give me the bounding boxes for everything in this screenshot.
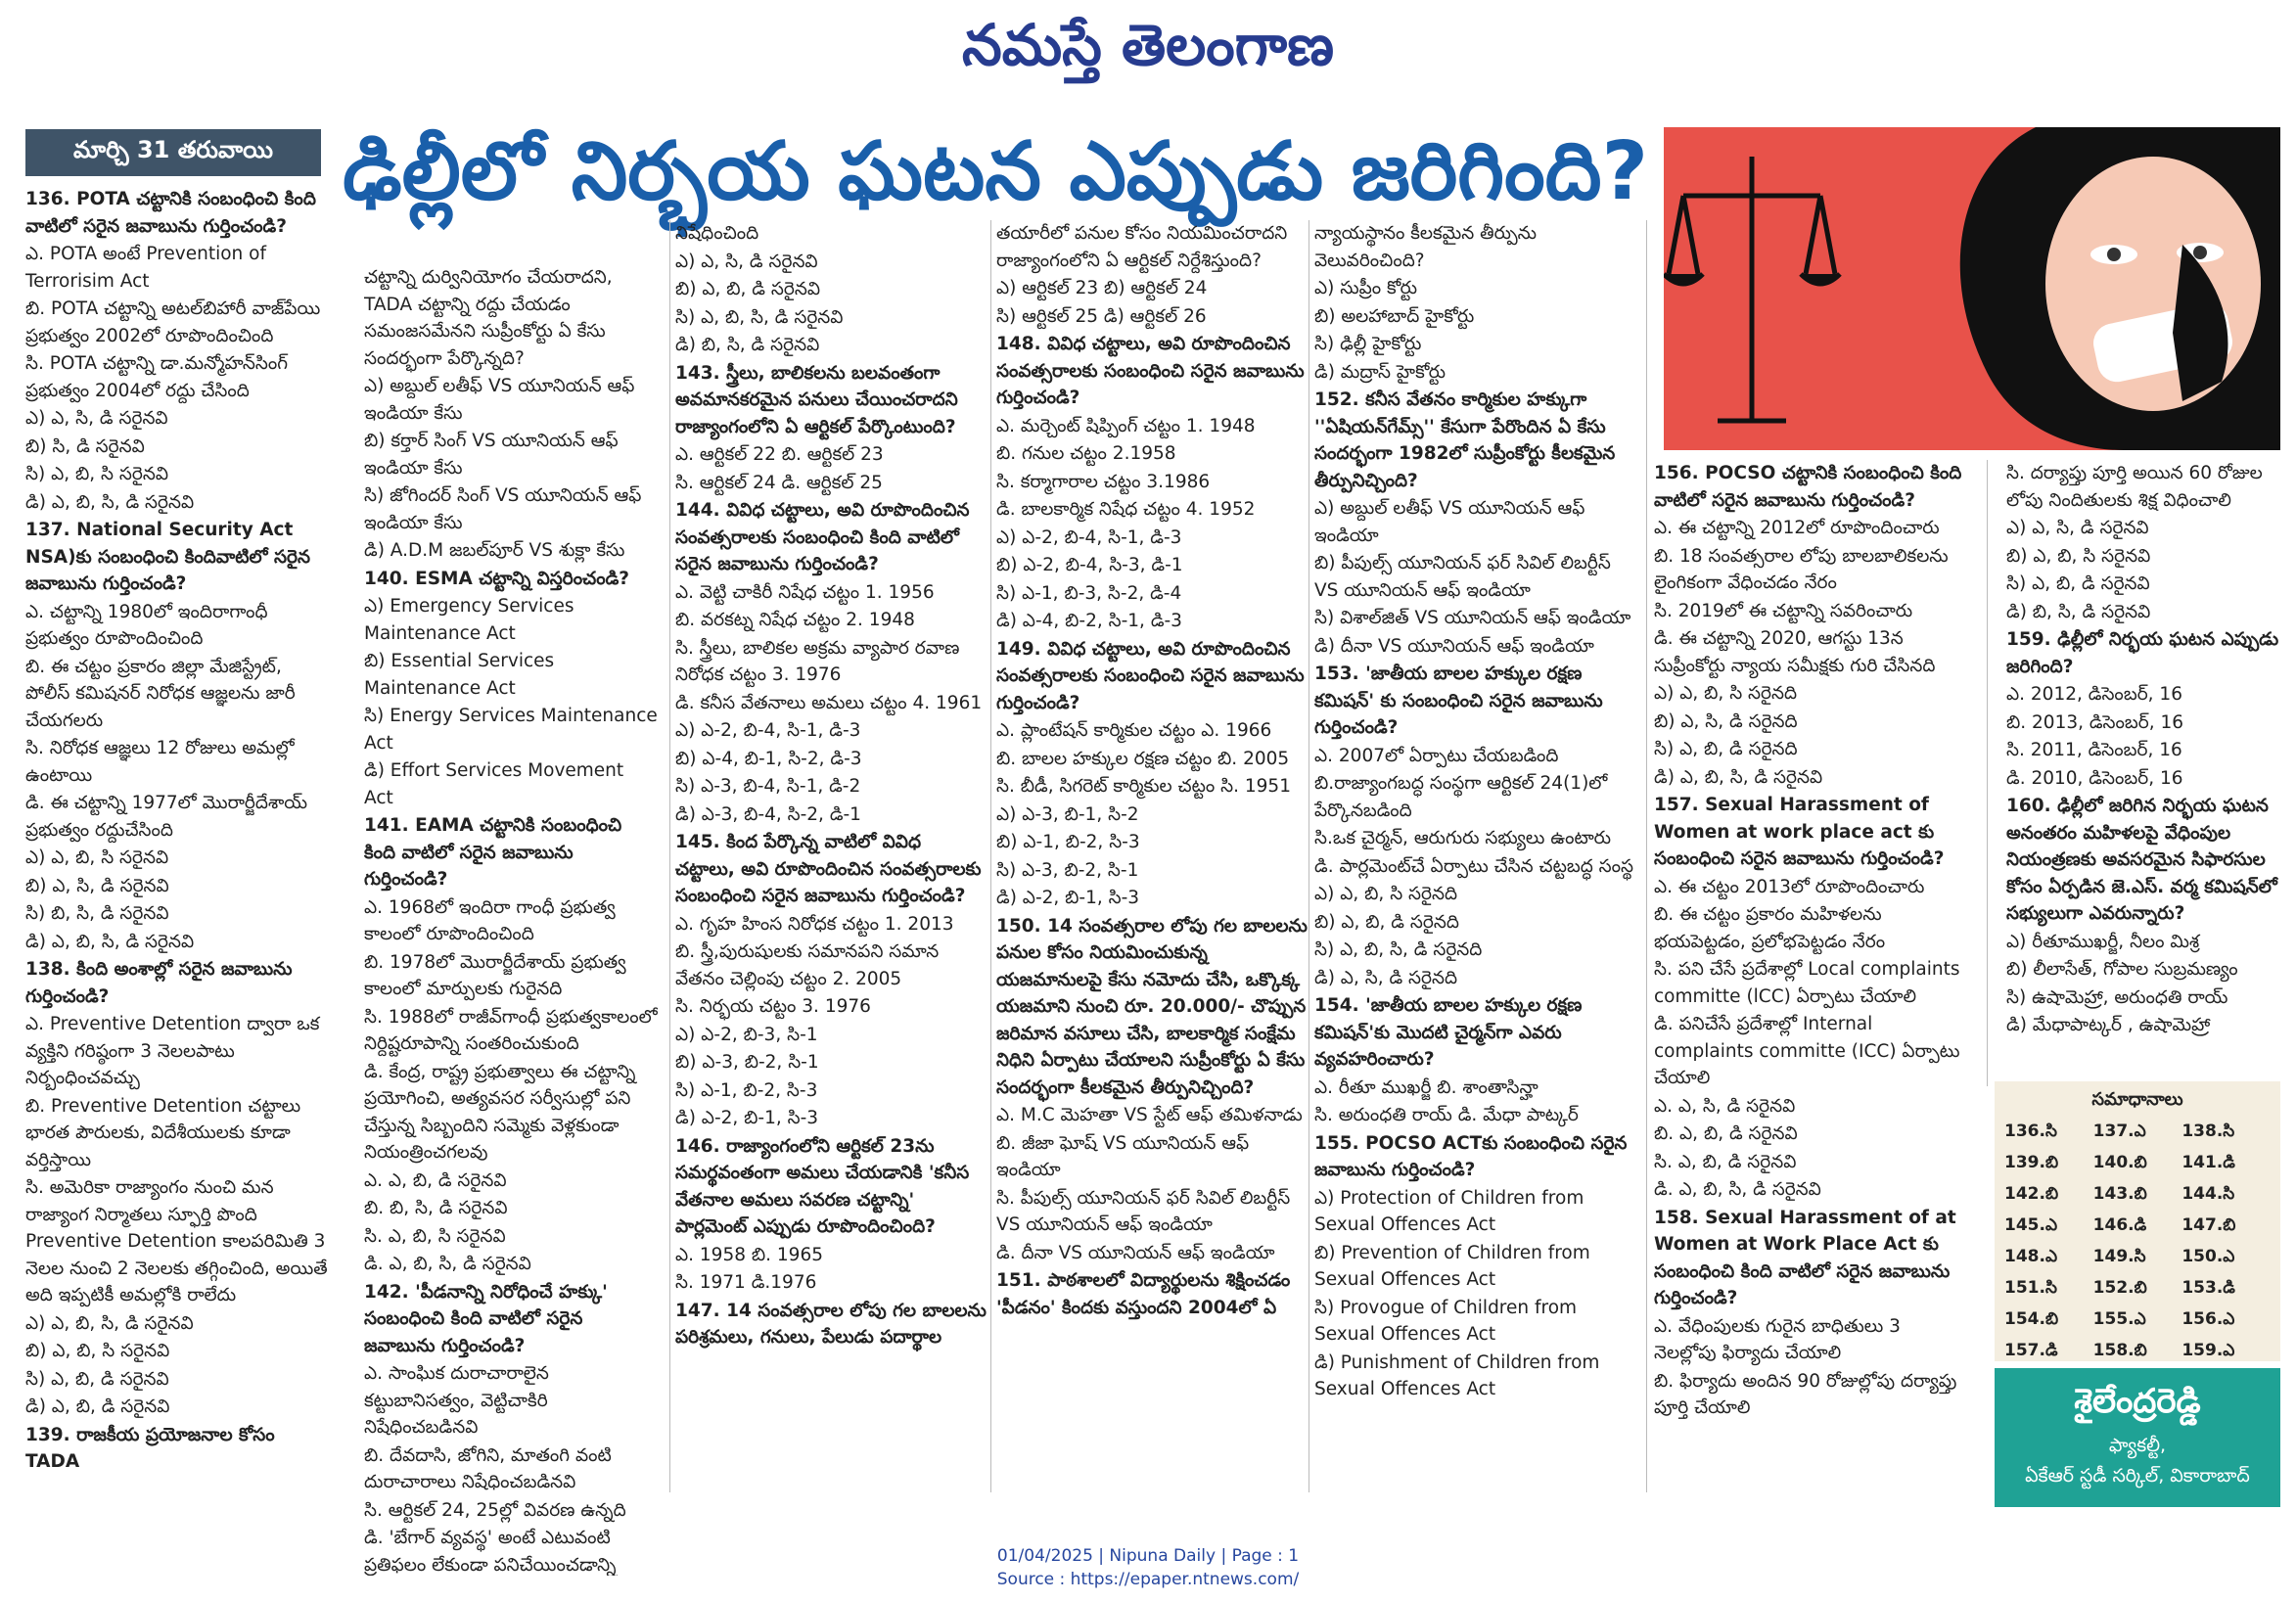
answer-key-item: 147.బి [2181, 1215, 2236, 1235]
column-divider [990, 220, 991, 1492]
question-text: 151. పాఠశాలలో విద్యార్థులను శిక్షించడం 'పీడనం' కిందకు వస్తుందని 2004లో ఏ [996, 1270, 1291, 1318]
question-text: 149. వివిధ చట్టాలు, అవి రూపొందించిన సంవత్సరాలకు సంబంధించి సరైన జవాబును గుర్తించండి? [996, 638, 1305, 713]
option-text: ఎ. ప్లాంటేషన్ కార్మికుల చట్టం ఎ. 1966 [996, 720, 1272, 741]
option-text: బి) ఎ-4, బి-1, సి-2, డి-3 [675, 748, 862, 769]
option-text: డి) ఎ, బి, సి, డి సరైనవి [1654, 766, 1823, 788]
option-text: ఎ) ఎ, బి, సి సరైనది [1654, 683, 1798, 704]
option-text: డి) ఎ, బి, సి, డి సరైనవి [25, 931, 195, 952]
option-text: ఎ. ఎ, సి, డి సరైనవి [1654, 1095, 1796, 1117]
answer-key-item: 158.బి [2092, 1341, 2147, 1360]
answer-key-item: 146.డి [2092, 1215, 2147, 1235]
option-text: డి. కనీస వేతనాలు అమలు చట్టం 4. 1961 [675, 692, 983, 713]
option-text: డి) ఎ, సి, డి సరైనది [1314, 967, 1458, 988]
author-role: ఫ్యాకల్టీ, [2108, 1435, 2167, 1456]
option-text: బి. స్త్రీ,పురుషులకు సమానపని సమాన వేతనం చెల్లింపు చట్టం 2. 2005 [675, 941, 940, 989]
option-text: బి) పీపుల్స్ యూనియన్ ఫర్ సివిల్ లిబర్టీస్ VS యూనియన్ ఆఫ్ ఇండియా [1314, 553, 1611, 601]
option-text: ఎ. Preventive Detention ద్వారా ఒక వ్యక్తిని గరిష్ఠంగా 3 నెలలపాటు నిర్బంధించవచ్చు [25, 1014, 320, 1088]
answer-key-item: 153.డి [2181, 1278, 2235, 1298]
option-text: సి) ఎ-3, బి-4, సి-1, డి-2 [675, 776, 861, 797]
option-text: బి) లీలాసేత్, గోపాల సుబ్రమణ్యం [2006, 959, 2238, 980]
option-text: నిషేధించింది [675, 223, 759, 244]
option-text: ఎ) అబ్దుల్ లతీఫ్ VS యూనియన్ ఆఫ్ ఇండియా కేసు [364, 376, 635, 424]
answer-key-item: 150.ఎ [2181, 1247, 2235, 1266]
option-text: ఎ) Protection of Children from Sexual Offences Act [1314, 1187, 1584, 1235]
option-text: ఎ. ఎ, బి, డి సరైనవి [364, 1169, 507, 1191]
option-text: డి. ఈ చట్టాన్ని 2020, ఆగస్టు 13న సుప్రీంకోర్టు న్యాయ సమీక్షకు గురి చేసినది [1654, 628, 1936, 676]
option-text: బి. ఫిర్యాదు అందిన 90 రోజుల్లోపు దర్యాప్తు పూర్తి చేయాలి [1654, 1370, 1957, 1418]
option-text: ఎ) సుప్రీం కోర్టు [1314, 278, 1417, 298]
option-text: డి. ఎ, బి, సి, డి సరైనవి [364, 1254, 531, 1274]
option-text: ఎ. 2012, డిసెంబర్, 16 [2006, 684, 2182, 705]
question-text: 156. POCSO చట్టానికి సంబంధించి కింది వాటిలో సరైన జవాబును గుర్తించండి? [1654, 463, 1962, 511]
option-text: సి) ఎ-1, బి-2, సి-3 [675, 1079, 818, 1101]
column-divider [1646, 220, 1647, 1492]
option-text: బి) ఎ-1, బి-2, సి-3 [996, 832, 1140, 852]
option-text: డి. ఈ చట్టాన్ని 1977లో మొరార్జీదేశాయ్ ప్రభుత్వం రద్దుచేసింది [25, 793, 308, 841]
answer-key-item: 151.సి [2004, 1278, 2057, 1298]
article-column-3 [675, 220, 987, 1532]
answer-key-box [1995, 1081, 2280, 1361]
option-text: సి) ఎ, బి, డి సరైనవి [25, 1368, 169, 1390]
option-text: సి) విశాల్‌జిత్ VS యూనియన్ ఆఫ్ ఇండియా [1314, 608, 1631, 628]
option-text: సి) ఎ-1, బి-3, సి-2, డి-4 [996, 582, 1182, 604]
option-text: ఎ) ఆర్టికల్ 23 బి) ఆర్టికల్ 24 [996, 278, 1208, 298]
article-column-6 [1654, 460, 1967, 1497]
option-text: డి) బి, సి, డి సరైనవి [2006, 601, 2151, 622]
option-text: డి) Punishment of Children from Sexual Offences Act [1314, 1351, 1600, 1399]
answer-key-item: 148.ఎ [2004, 1247, 2058, 1266]
option-text: డి) ఎ, బి, డి సరైనవి [25, 1396, 170, 1417]
question-text: 150. 14 సంవత్సరాల లోపు గల బాలలను పనుల కోసం నియమించుకున్న యజమానులపై కేసు నమోదు చేసి, ఒక్కొక్క యజమాని నుంచి రూ. 20.000/- చొప్పున జరిమాన వసూలు చేసి, బాలకార్మిక సంక్షేమ నిధిని ఏర్పాటు చేయాలని సుప్రీంకోర్టు ఏ కేసు సందర్భంగా కీలకమైన తీర్పునిచ్చింది? [996, 915, 1308, 1098]
option-text: సి) జోగిందర్ సింగ్ VS యూనియన్ ఆఫ్ ఇండియా కేసు [364, 485, 642, 533]
option-text: డి. 2010, డిసెంబర్, 16 [2006, 767, 2183, 789]
option-text: చట్టాన్ని దుర్వినియోగం చేయరాదని, TADA చట్టాన్ని రద్దు చేయడం సమంజసమేనని సుప్రీంకోర్టు ఏ కేసు సందర్భంగా పేర్కొన్నది? [364, 267, 613, 369]
option-text: డి. దీనా VS యూనియన్ ఆఫ్ ఇండియా [996, 1242, 1275, 1263]
option-text: బి) కర్తార్ సింగ్ VS యూనియన్ ఆఫ్ ఇండియా కేసు [364, 431, 619, 479]
option-text: ఎ) రీతూముఖర్జీ, నీలం మిశ్ర [2006, 931, 2200, 952]
option-text: సి) ఆర్టికల్ 25 డి) ఆర్టికల్ 26 [996, 305, 1207, 327]
option-text: సి. 1971 డి.1976 [675, 1272, 817, 1293]
author-name: శైలేంద్రరెడ్డి [2074, 1382, 2201, 1421]
option-text: బి) ఎ, సి, డి సరైనది [1654, 710, 1798, 732]
pupil-left [2107, 248, 2121, 261]
option-text: డి. ఎ, బి, సి, డి సరైనవి [1654, 1179, 1821, 1200]
option-text: బి. బి, సి, డి సరైనవి [364, 1198, 508, 1218]
option-text: సి. ఆర్టికల్ 24 డి. ఆర్టికల్ 25 [675, 472, 883, 493]
option-text: బి. ఈ చట్టం ప్రకారం జిల్లా మేజిస్ట్రేట్, పోలీస్ కమిషనర్ నిరోధక ఆజ్ఞలను జారీ చేయగలరు [25, 656, 296, 731]
option-text: డి. కేంద్ర, రాష్ట్ర ప్రభుత్వాలు ఈ చట్టాన్ని ప్రయోగించి, అత్యవసర సర్వీసుల్లో పని చేస్తున్న సిబ్బందిని సమ్మెకు వెళ్లకుండా నియంత్రించగలవు [364, 1061, 636, 1163]
option-text: డి. బాలకార్మిక నిషేధ చట్టం 4. 1952 [996, 499, 1256, 520]
option-text: ఎ. సాంఘిక దురాచారాలైన కట్టుబానిసత్వం, వెట్టిచాకిరి నిషేధించబడినవి [364, 1363, 549, 1438]
option-text: బి. జీజా ఘోష్ VS యూనియన్ ఆఫ్ ఇండియా [996, 1132, 1250, 1180]
question-text: 137. National Security Act NSA)కు సంబంధించి కిందివాటిలో సరైన జవాబును గుర్తించండి? [25, 520, 310, 594]
answer-key-item: 145.ఎ [2004, 1215, 2058, 1235]
option-text: ఎ) ఎ, సి, డి సరైనవి [675, 251, 818, 272]
option-text: డి. పార్లమెంట్‌చే ఏర్పాటు చేసిన చట్టబద్ధ సంస్థ [1314, 855, 1634, 877]
option-text: డి. పనిచేసే ప్రదేశాల్లో Internal complaints committe (ICC) ఏర్పాటు చేయాలి [1654, 1014, 1960, 1088]
option-text: ఎ. 2007లో ఏర్పాటు చేయబడింది [1314, 745, 1559, 766]
question-text: 148. వివిధ చట్టాలు, అవి రూపొందించిన సంవత్సరాలకు సంబంధించి సరైన జవాబును గుర్తించండి? [996, 334, 1305, 408]
option-text: డి) ఎ-3, బి-4, సి-2, డి-1 [675, 803, 861, 825]
option-text: బి. Preventive Detention చట్టాలు భారత పౌరులకు, విదేశీయులకు కూడా వర్తిస్తాయి [25, 1095, 301, 1170]
answer-key-item: 157.డి [2004, 1341, 2058, 1360]
option-text: సి. స్త్రీలు, బాలికల అక్రమ వ్యాపార రవాణ నిరోధక చట్టం 3. 1976 [675, 637, 960, 685]
answer-key-item: 149.సి [2092, 1247, 2146, 1266]
question-text: 138. కింది అంశాల్లో సరైన జవాబును గుర్తించండి? [25, 959, 293, 1007]
answer-key-item: 142.బి [2004, 1184, 2059, 1204]
author-organisation: ఏకేఆర్ స్టడీ సర్కిల్, వికారాబాద్ [2025, 1465, 2250, 1487]
option-text: సి. ఆర్టికల్ 24, 25ల్లో వివరణ ఉన్నది [364, 1499, 626, 1521]
option-text: ఎ) ఎ-2, బి-4, సి-1, డి-3 [675, 720, 861, 741]
option-text: ఎ. రీతూ ముఖర్జీ బి. శాంతాసిన్హా [1314, 1076, 1538, 1098]
question-text: 157. Sexual Harassment of Women at work place act కు సంబంధించి సరైన జవాబును గుర్తించండి? [1654, 795, 1945, 869]
option-text: సి. ఎ, బి, డి సరైనవి [1654, 1151, 1797, 1172]
article-column-1 [25, 186, 329, 1497]
question-text: 153. 'జాతీయ బాలల హక్కుల రక్షణ కమిషన్' కు సంబంధించి సరైన జవాబును గుర్తించండి? [1314, 664, 1603, 738]
option-text: డి) మేధాపాట్కర్ , ఉషామెహ్రా [2006, 1015, 2211, 1035]
option-text: ఎ) ఎ, సి, డి సరైనవి [25, 408, 168, 429]
option-text: సి. బీడీ, సిగరెట్ కార్మికుల చట్టం సి. 1951 [996, 776, 1291, 797]
option-text: డి) ఎ-4, బి-2, సి-1, డి-3 [996, 611, 1182, 631]
question-text: 158. Sexual Harassment of at Women at Work Place Act కు సంబంధించి కింది వాటిలో సరైన జవాబును గుర్తించండి? [1654, 1207, 1956, 1308]
option-text: బి) ఎ, బి, సి సరైనవి [25, 1341, 170, 1361]
answer-key-item: 155.ఎ [2092, 1309, 2146, 1329]
option-text: సి. దర్యాప్తు పూర్తి అయిన 60 రోజుల లోపు నిందితులకు శిక్ష విధించాలి [2006, 463, 2263, 511]
illustration-nirbhaya [1664, 127, 2280, 450]
question-text: 139. రాజకీయ ప్రయోజనాల కోసం TADA [25, 1424, 275, 1472]
option-text: ఎ. వేధింపులకు గురైన బాధితులు 3 నెలల్లోపు ఫిర్యాదు చేయాలి [1654, 1315, 1901, 1363]
option-text: ఎ) ఎ-3, బి-1, సి-2 [996, 803, 1139, 825]
option-text: డి) ఎ, బి, సి, డి సరైనవి [25, 491, 195, 513]
option-text: బి. POTA చట్టాన్ని అటల్‌బిహారీ వాజ్‌పేయి ప్రభుత్వం 2002లో రూపొందించింది [25, 298, 321, 346]
option-text: ఎ. M.C మెహతా VS స్టేట్ ఆఫ్ తమిళనాడు [996, 1105, 1303, 1125]
footer-date-line: 01/04/2025 | Nipuna Daily | Page : 1 [996, 1546, 1300, 1566]
page-headline: ఢిల్లీలో నిర్భయ ఘటన ఎప్పుడు జరిగింది? [343, 125, 1649, 218]
option-text: సి. 2019లో ఈ చట్టాన్ని సవరించారు [1654, 600, 1913, 621]
answer-key-item: 159.ఎ [2181, 1341, 2235, 1360]
answer-key-item: 152.బి [2092, 1278, 2147, 1298]
option-text: ఎ. చట్టాన్ని 1980లో ఇందిరాగాంధీ ప్రభుత్వం రూపొందించింది [25, 601, 268, 649]
column-divider [669, 220, 670, 1492]
option-text: బి. బాలల హక్కుల రక్షణ చట్టం బి. 2005 [996, 748, 1290, 769]
question-text: 146. రాజ్యాంగంలోని ఆర్టికల్ 23ను సమర్థవంతంగా అమలు చేయడానికి 'కనీస వేతనాల అమలు సవరణ చట్టాన్ని' పార్లమెంట్ ఎప్పుడు రూపొందించింది? [675, 1135, 970, 1237]
article-column-5 [1314, 220, 1635, 1532]
option-text: ఎ. ఈ చట్టం 2013లో రూపొందించారు [1654, 876, 1925, 897]
option-text: బి. 2013, డిసెంబర్, 16 [2006, 711, 2184, 733]
option-text: డి) A.D.M జబల్‌పూర్ VS శుక్లా కేసు [364, 540, 625, 561]
author-credit [1995, 1368, 2280, 1507]
option-text: ఎ) ఎ-2, బి-4, సి-1, డి-3 [996, 526, 1182, 548]
answer-key-item: 138.సి [2181, 1121, 2235, 1141]
option-text: సి. నిర్భయ చట్టం 3. 1976 [675, 996, 871, 1017]
answer-key-item: 156.ఎ [2181, 1309, 2235, 1329]
option-text: సి. పీపుల్స్ యూనియన్ ఫర్ సివిల్ లిబర్టీస్ VS యూనియన్ ఆఫ్ ఇండియా [996, 1187, 1291, 1235]
option-text: సి. అరుంధతి రాయ్ డి. మేధా పాట్కర్ [1314, 1105, 1579, 1125]
question-text: 159. ఢిల్లీలో నిర్భయ ఘటన ఎప్పుడు జరిగింది? [2006, 629, 2279, 677]
option-text: సి) ఎ, బి, డి సరైనవి [2006, 573, 2150, 594]
option-text: డి) ఎ-2, బి-1, సి-3 [675, 1108, 819, 1128]
option-text: బి) Prevention of Children from Sexual Offences Act [1314, 1242, 1590, 1290]
option-text: బి) ఎ-2, బి-4, సి-3, డి-1 [996, 555, 1183, 575]
answer-key-item: 137.ఎ [2092, 1121, 2146, 1141]
question-text: 142. 'పీడనాన్ని నిరోధించే హక్కు' సంబంధించి కింది వాటిలో సరైన జవాబును గుర్తించండి? [364, 1281, 608, 1356]
option-text: ఎ) ఎ, బి, సి సరైనవి [25, 847, 169, 868]
option-text: ఎ) ఎ-2, బి-3, సి-1 [675, 1024, 818, 1045]
option-text: డి) బి, సి, డి సరైనవి [675, 335, 820, 355]
option-text: బి. దేవదాసి, జోగిని, మాతంగి వంటి దురాచారాలు నిషేధించబడినవి [364, 1444, 612, 1492]
option-text: ఎ. 1958 బి. 1965 [675, 1244, 823, 1265]
option-text: న్యాయస్థానం కీలకమైన తీర్పును వెలువరించింది? [1314, 223, 1538, 271]
option-text: సి) ఎ, బి, సి, డి సరైనవి [675, 306, 844, 328]
option-text: బి. ఎ, బి, డి సరైనవి [1654, 1123, 1798, 1144]
option-text: సి. నిరోధక ఆజ్ఞలు 12 రోజులు అమల్లో ఉంటాయి [25, 738, 295, 786]
option-text: ఎ) అబ్దుల్ లతీఫ్ VS యూనియన్ ఆఫ్ ఇండియా [1314, 498, 1585, 546]
answer-key-title: సమాధానాలు [2091, 1089, 2183, 1110]
answer-key-item: 143.బి [2092, 1184, 2147, 1204]
option-text: సి) Energy Services Maintenance Act [364, 706, 658, 754]
option-text: తయారీలో పనుల కోసం నియమించరాదని రాజ్యాంగంలోని ఏ ఆర్టికల్ నిర్దేశిస్తుంది? [996, 223, 1288, 271]
option-text: డి) మద్రాస్ హైకోర్టు [1314, 361, 1446, 383]
answer-key-item: 141.డి [2181, 1153, 2235, 1172]
option-text: ఎ) ఎ, సి, డి సరైనవి [2006, 518, 2149, 538]
option-text: ఎ. ఆర్టికల్ 22 బి. ఆర్టికల్ 23 [675, 444, 884, 465]
option-text: డి) ఎ-2, బి-1, సి-3 [996, 888, 1140, 908]
option-text: సి. 2011, డిసెంబర్, 16 [2006, 740, 2182, 760]
question-text: 152. కనీస వేతనం కార్మికుల హక్కుగా ''ఏషియన్‌గేమ్స్'' కేసుగా పేరొందిన ఏ కేసు సందర్భంగా 1982లో సుప్రీంకోర్టు కీలకమైన తీర్పునిచ్చింది? [1314, 389, 1616, 491]
option-text: బి) Essential Services Maintenance Act [364, 651, 555, 699]
answer-key-grid [1995, 1114, 2280, 1396]
footer-source-line: Source : https://epaper.ntnews.com/ [996, 1570, 1300, 1589]
pupil-right [2193, 246, 2207, 259]
option-text: ఎ) Emergency Services Maintenance Act [364, 596, 574, 644]
option-text: సి. 1988లో రాజీవ్‌గాంధీ ప్రభుత్వకాలంలో నిర్దిష్టరూపాన్ని సంతరించుకుంది [364, 1006, 658, 1054]
option-text: సి) Provogue of Children from Sexual Offences Act [1314, 1297, 1578, 1345]
article-column-7 [2006, 460, 2280, 1086]
option-text: ఎ. 1968లో ఇందిరా గాంధీ ప్రభుత్వ కాలంలో రూపొందించింది [364, 896, 616, 944]
question-text: 145. కింద పేర్కొన్న వాటిలో వివిధ చట్టాలు, అవి రూపొందించిన సంవత్సరాలకు సంబంధించి సరైన జవాబును గుర్తించండి? [675, 832, 982, 906]
option-text: ఎ. మర్చెంట్ షిప్పింగ్ చట్టం 1. 1948 [996, 415, 1256, 436]
option-text: సి. ఎ, బి, సి సరైనవి [364, 1225, 506, 1247]
option-text: బి) ఎ, బి, సి సరైనవి [2006, 545, 2151, 567]
option-text: డి) దీనా VS యూనియన్ ఆఫ్ ఇండియా [1314, 635, 1594, 657]
column-divider [1987, 460, 1988, 1086]
article-column-4 [996, 220, 1308, 1532]
option-text: సి) ఎ, బి, సి, డి సరైనది [1314, 939, 1483, 960]
option-text: బి) ఎ, సి, డి సరైనవి [25, 875, 169, 896]
option-text: సి) ఢిల్లీ హైకోర్టు [1314, 334, 1422, 354]
option-text: ఎ. వెట్టి చాకిరీ నిషేధ చట్టం 1. 1956 [675, 581, 935, 603]
option-text: సి. కర్మాగారాల చట్టం 3.1986 [996, 471, 1211, 492]
option-text: ఎ. ఈ చట్టాన్ని 2012లో రూపొందించారు [1654, 518, 1940, 538]
question-text: 143. స్త్రీలు, బాలికలను బలవంతంగా అవమానకరమైన పనులు చేయించరాదని రాజ్యాంగంలోని ఏ ఆర్టికల్ పేర్కొంటుంది? [675, 362, 958, 437]
option-text: బి. గనుల చట్టం 2.1958 [996, 443, 1176, 464]
option-text: ఎ. POTA అంటే Prevention of Terrorisim Act [25, 244, 266, 292]
option-text: బి) సి, డి సరైనవి [25, 435, 145, 457]
option-text: బి) ఎ-3, బి-2, సి-1 [675, 1052, 819, 1073]
option-text: ఎ. గృహ హింస నిరోధక చట్టం 1. 2013 [675, 913, 954, 935]
option-text: బి. 1978లో మొరార్జీదేశాయ్ ప్రభుత్వ కాలంలో మార్పులకు గురైనది [364, 951, 626, 999]
question-text: 155. POCSO ACTకు సంబంధించి సరైన జవాబును గుర్తించండి? [1314, 1132, 1628, 1180]
option-text: సి. పని చేసే ప్రదేశాల్లో Local complaints committe (lCC) ఏర్పాటు చేయాలి [1654, 959, 1960, 1007]
option-text: సి) ఎ, బి, సి సరైనవి [25, 464, 168, 484]
question-text: 147. 14 సంవత్సరాల లోపు గల బాలలను పరిశ్రమలు, గనులు, పేలుడు పదార్థాల [675, 1300, 987, 1348]
option-text: ఎ) ఎ, బి, సి, డి సరైనవి [25, 1312, 194, 1334]
option-text: బి. ఈ చట్టం ప్రకారం మహిళలను భయపెట్టడం, ప్రలోభపెట్టడం నేరం [1654, 904, 1886, 952]
answer-key-item: 154.బి [2004, 1309, 2059, 1329]
answer-key-item: 140.బి [2092, 1153, 2147, 1172]
option-text: సి. POTA చట్టాన్ని డా.మన్మోహన్‌సింగ్ ప్రభుత్వం 2004లో రద్దు చేసింది [25, 353, 289, 401]
option-text: సి. అమెరికా రాజ్యాంగం నుంచి మన రాజ్యాంగ నిర్మాతలు స్ఫూర్తి పొంది Preventive Detention కాలపరిమితి 3 నెలల నుంచి 2 నెలలకు తగ్గించింది, అయితే అది ఇప్పటికీ అమల్లోకి రాలేదు [25, 1177, 328, 1305]
option-text: బి. 18 సంవత్సరాల లోపు బాలబాలికలను లైంగికంగా వేధించడం నేరం [1654, 545, 1949, 593]
option-text: బి) ఎ, బి, డి సరైనది [1314, 911, 1459, 933]
question-text: 140. ESMA చట్టాన్ని విస్తరించండి? [364, 568, 630, 589]
option-text: బి) ఎ, బి, డి సరైనవి [675, 279, 820, 299]
option-text: సి) ఎ, బి, డి సరైనది [1654, 739, 1798, 759]
page-footer [0, 1544, 2296, 1591]
option-text: బి) అలహాబాద్ హైకోర్టు [1314, 305, 1475, 327]
option-text: డి. 'బేగార్ వ్యవస్థ' అంటే ఎటువంటి ప్రతిఫలం లేకుండా పనిచేయించడాన్ని [364, 1528, 617, 1576]
article-column-2 [364, 264, 658, 1576]
question-text: 144. వివిధ చట్టాలు, అవి రూపొందించిన సంవత్సరాలకు సంబంధించి కింది వాటిలో సరైన జవాబును గుర్తించండి? [675, 500, 970, 574]
answer-key-item: 136.సి [2004, 1121, 2057, 1141]
question-text: 136. POTA చట్టానికి సంబంధించి కింది వాటిలో సరైన జవాబును గుర్తించండి? [25, 189, 316, 237]
option-text: సి) ఎ-3, బి-2, సి-1 [996, 859, 1139, 881]
continuation-tag: మార్చి 31 తరువాయి [25, 129, 321, 176]
option-text: సి) ఉషామెహ్రా, అరుంధతి రాయ్ [2006, 986, 2228, 1008]
option-text: బి. వరకట్న నిషేధ చట్టం 2. 1948 [675, 610, 915, 630]
option-text: సి) బి, సి, డి సరైనవి [25, 903, 169, 924]
question-text: 160. ఢిల్లీలో జరిగిన నిర్భయ ఘటన అనంతరం మహిళలపై వేధింపుల నియంత్రణకు అవసరమైన సిఫారసుల కోసం ఏర్పడిన జె.ఎస్. వర్మ కమిషన్‌లో సభ్యులుగా ఎవరున్నారు? [2006, 796, 2277, 924]
question-text: 154. 'జాతీయ బాలల హక్కుల రక్షణ కమిషన్'కు మొదటి చైర్మన్‌గా ఎవరు వ్యవహరించారు? [1314, 995, 1583, 1070]
option-text: బి.రాజ్యాంగబద్ధ సంస్థగా ఆర్టికల్ 24(1)లో పేర్కొనబడింది [1314, 773, 1608, 821]
option-text: డి) Effort Services Movement Act [364, 760, 624, 808]
answer-key-item: 144.సి [2181, 1184, 2235, 1204]
option-text: సి.ఒక చైర్మన్, ఆరుగురు సభ్యులు ఉంటారు [1314, 828, 1612, 848]
masthead-logo: నమస్తే తెలంగాణ [962, 12, 1334, 78]
answer-key-item: 139.బి [2004, 1153, 2059, 1172]
question-text: 141. EAMA చట్టానికి సంబంధించి కింది వాటిలో సరైన జవాబును గుర్తించండి? [364, 815, 622, 890]
option-text: ఎ) ఎ, బి, సి సరైనది [1314, 884, 1458, 904]
